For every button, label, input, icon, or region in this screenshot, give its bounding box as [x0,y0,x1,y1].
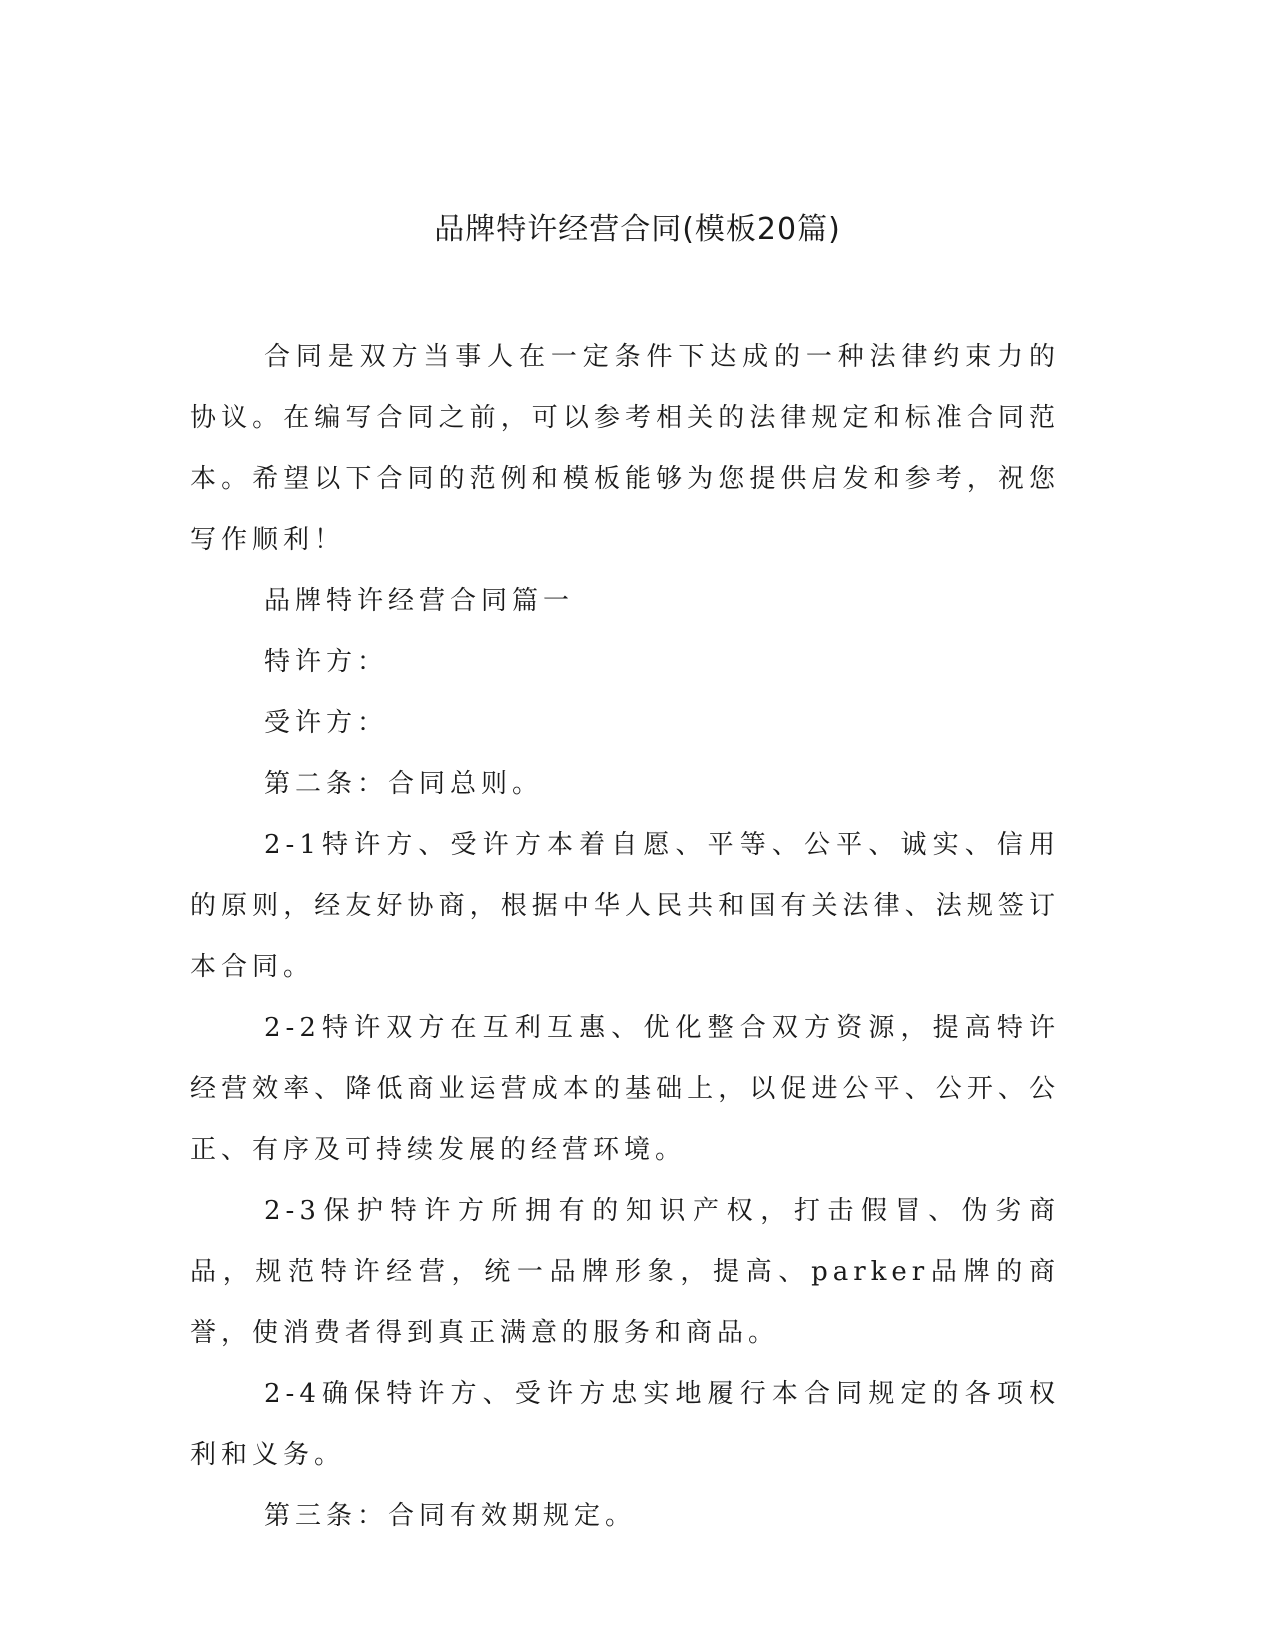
clause-paragraph: 2-2特许双方在互利互惠、优化整合双方资源，提高特许经营效率、降低商业运营成本的基础上，以促进公平、公开、公正、有序及可持续发展的经营环境。 [190,1013,1060,1165]
clause-paragraph: 2-3保护特许方所拥有的知识产权，打击假冒、伪劣商品，规范特许经营，统一品牌形象，提高、parker品牌的商誉，使消费者得到真正满意的服务和商品。 [190,1196,1060,1348]
document-body [190,327,1060,1547]
article-heading: 第二条：合同总则。 [264,769,544,799]
intro-paragraph: 合同是双方当事人在一定条件下达成的一种法律约束力的协议。在编写合同之前，可以参考相关的法律规定和标准合同范本。希望以下合同的范例和模板能够为您提供启发和参考，祝您写作顺利！ [190,342,1060,555]
franchisor-label: 特许方： [264,647,389,677]
document-title: 品牌特许经营合同(模板20篇) [434,212,841,247]
clause-paragraph: 2-4确保特许方、受许方忠实地履行本合同规定的各项权利和义务。 [190,1379,1060,1470]
clause-paragraph: 2-1特许方、受许方本着自愿、平等、公平、诚实、信用的原则，经友好协商，根据中华人民共和国有关法律、法规签订本合同。 [190,830,1060,982]
article-heading: 第三条：合同有效期规定。 [264,1501,637,1531]
section-heading: 品牌特许经营合同篇一 [264,586,575,616]
franchisee-label: 受许方： [264,708,389,738]
